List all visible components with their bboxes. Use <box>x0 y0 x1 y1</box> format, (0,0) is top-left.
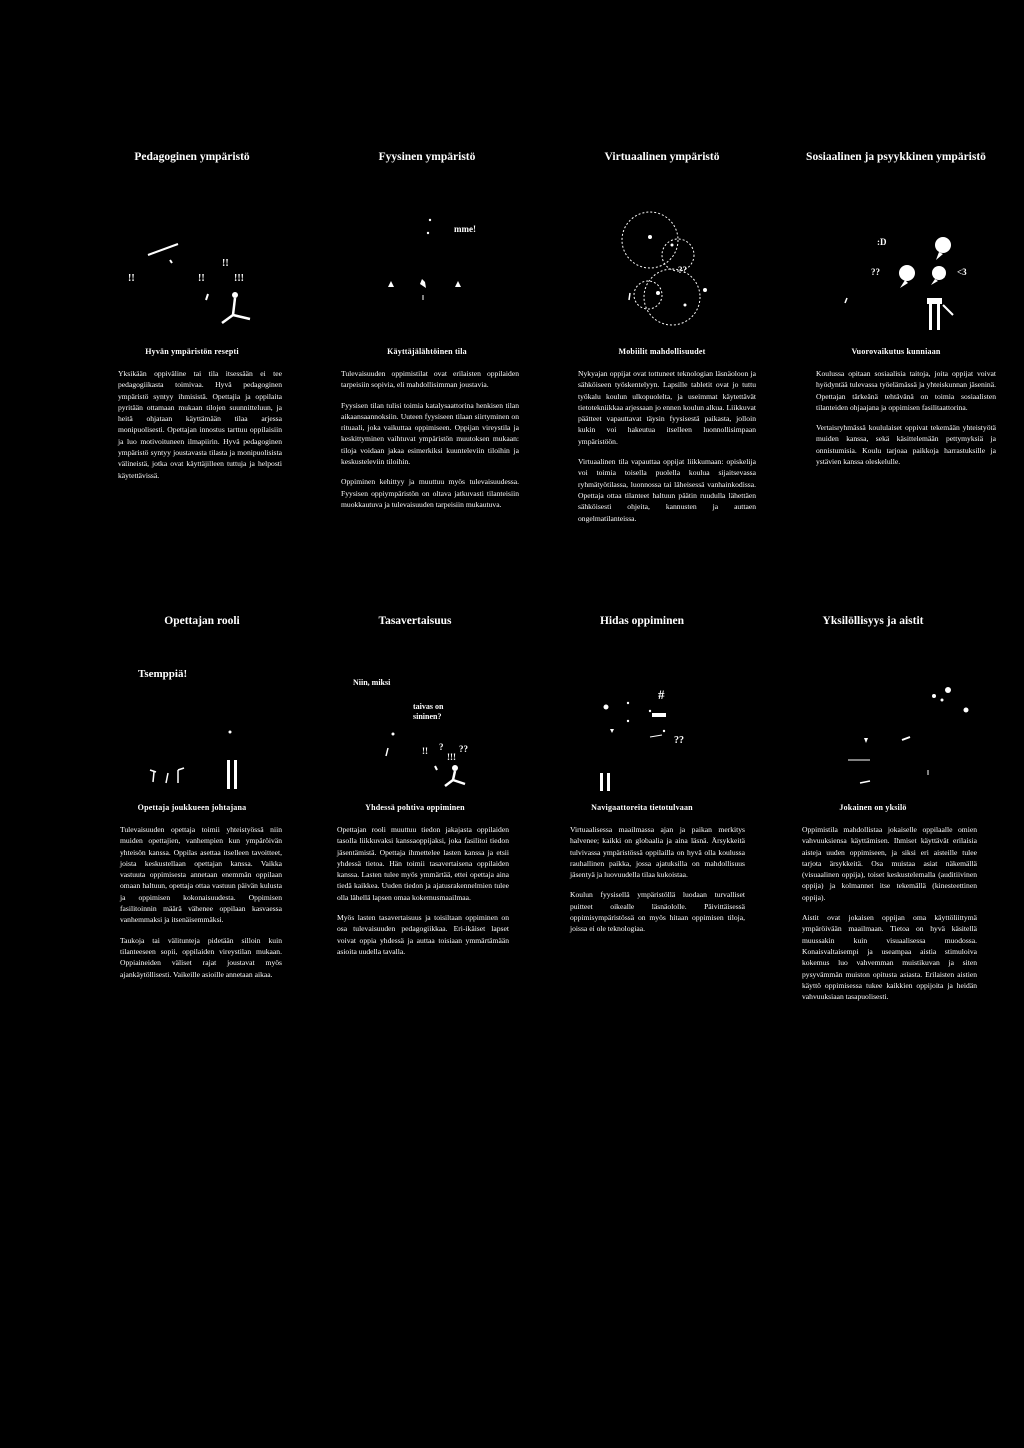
subheading-kayttajalahtoinen-tila: Käyttäjälähtöinen tila <box>387 347 467 356</box>
question-doodle: ?? <box>678 265 687 275</box>
speech-bubbles-and-people-icon <box>835 225 975 335</box>
paragraph: Tulevaisuuden opettaja toimii yhteistyössä niin muiden opettajien, vanhempien kun ympäröivän yhteisön kanssa. Oppilas asettaa itselleen tavoitteet, joista keskustellaan opettajan kanssa. Vaikka vastuuta oppimisesta annetaan enemmän oppilaan omaan haltuun, opettaja ottaa vastuun päivän kulusta ja oppimisen kokonaisuudesta. Oppimisen fasilitoinnin määrä vähenee oppilaan kasvaessa vanhemmaksi ja itsenäisemmäksi. <box>120 825 282 925</box>
heading-yksilollisyys-ja-aistit: Yksilöllisyys ja aistit <box>822 615 924 627</box>
heading-opettajan-rooli: Opettajan rooli <box>164 615 240 627</box>
cheer-doodle: Tsemppiä! <box>138 668 188 680</box>
subheading-jokainen-on-yksilo: Jokainen on yksilö <box>839 803 907 812</box>
paragraph: Oppimistila mahdollistaa jokaiselle oppilaalle omien vahvuuksiensa käyttämisen. Ihmiset käyttävät erilaisia aisteja uuden oppimiseen, ja siksi eri aisteille tulee tarjota ärsykkeitä. Osa muistaa asiat näkemällä (visuaalinen oppija), toiset keskustelemalla (auditiivinen oppija) ja kolmannet itse tekemällä (kinesteettinen oppija). <box>802 825 977 902</box>
text-block-yksilollisyys <box>802 824 977 1011</box>
question-doodle: ? <box>439 742 444 752</box>
exclamation-doodle: !!! <box>447 752 456 762</box>
illustration-sosiaalinen <box>835 225 975 335</box>
paragraph: Myös lasten tasavertaisuus ja toisiltaan oppiminen on osa tulevaisuuden pedagogiikkaa. Eri-ikäiset lapset voivat oppia yhdessä ja auttaa toisiaan ymmärtämään asioita uudella tavalla. <box>337 913 509 956</box>
person-sitting-icon <box>110 235 280 325</box>
heading-tasavertaisuus: Tasavertaisuus <box>378 615 452 627</box>
heading-pedagoginen: Pedagoginen ympäristö <box>134 151 250 163</box>
subheading-hyvan-ympariston-resepti: Hyvän ympäristön resepti <box>145 347 239 356</box>
hash-doodle: # <box>658 687 665 702</box>
question-doodle: ?? <box>459 744 468 754</box>
illustration-yksilollisyys <box>830 680 980 790</box>
text-block-tasavertaisuus <box>337 824 509 966</box>
teacher-and-pupils-icon <box>120 660 280 790</box>
question-doodle: ?? <box>871 267 880 277</box>
paragraph: Taukoja tai välitunteja pidetään silloin kuin tilanteeseen sopii, oppilaiden vireystilan mukaan. Oppiaineiden väliset rajat joustavat myös ajankäytöllisesti. Vaikeille asioille annetaan aikaa. <box>120 935 282 979</box>
exclamation-doodle: !! <box>422 746 428 756</box>
paragraph: Nykyajan oppijat ovat tottuneet teknologian läsnäoloon ja sähköiseen työskentelyyn. Lapsille tabletit ovat jo tuttu työkalu koulun ulkopuolelta, ja useimmat käytettävät tietotekniikkaa arjessaan jo ennen koulun alkua. Liikkuvat päätteet vapauttavat täysin fyysisestä paikasta, jolloin kukin voi hakeutua itselleen luonnollisimpaan ympäristöön. <box>578 369 756 446</box>
subheading-yhdessa-pohtiva-oppiminen: Yhdessä pohtiva oppiminen <box>365 803 465 812</box>
paragraph: Koulun fyysisellä ympäristöllä luodaan turvalliset puitteet oikealle läsnäololle. Päivittäisessä oppimisympäristössä on myös hitaan oppimisen tiloja, joissa ei ole teknologiaa. <box>570 890 745 934</box>
exclamation-doodle: !! <box>128 273 135 284</box>
text-block-sosiaalinen <box>816 368 996 476</box>
paragraph: Aistit ovat jokaisen oppijan oma käyttöliittymä ympäröivään maailmaan. Tietoa on hyvä käsitellä muussakin kuin visuaalisessa muodossa. Konaisvaltaisempi ja useampaa aistia stimuloiva kokemus luo vahvemman muistikuvan ja siten pysyvämmän muiston opitusta asiasta. Erilaisten aistien käyttö oppimisessa tukee kaikkien oppijoita ja heidän vahvuuksiaan tasapuolisesti. <box>802 913 977 1002</box>
text-block-virtuaalinen <box>578 368 756 533</box>
paragraph: Virtuaalinen tila vapauttaa oppijat liikkumaan: opiskelija voi toimia toisella puolella koulua sijaitsevassa ryhmätyötilassa, luonnossa tai läheisessä vanhainkodissa. Opettaja ottaa tilanteet haltuun päätin ruudulla lähettäen sähköisesti ohjeita, kannusten ja auttaen ongelmatilanteissa. <box>578 457 756 523</box>
paragraph: Fyysisen tilan tulisi toimia katalysaattorina henkisen tilan aikaansaannoksiin. Uuteen fyysiseen tilaan siirtyminen on rituaali, joka vaikuttaa oppimiseen. Oppijan vireystila ja keskittyminen vaihtuvat ympäristön muutoksen mukaan: tiloja voidaan jakaa esimerkiksi kuunteleviin tiloihin ja keskusteleviin tiloihin. <box>341 400 519 467</box>
paragraph: Yksikään oppiväline tai tila itsessään ei tee pedagogiikasta toimivaa. Hyvä pedagoginen ympäristö syntyy ihmisistä. Opettajia ja oppilaita pyritään ottamaan mukaan tilojen suunnitteluun, ja heitä ohjataan käyttämään tilaa arjessa monipuolisesti. Opettajan innostus tarttuu oppilaisiin ja luo motivoituneen ilmapiirin. Hyvä pedagoginen ympäristö syntyy joustavasta tilasta ja monipuolisista välineistä, jotka ovat käyttäjilleen tuttuja ja helposti käytettävissä. <box>118 369 282 480</box>
paragraph: Koulussa opitaan sosiaalisia taitoja, joita oppijat voivat hyödyntää tulevassa työelämässä ja yhteiskunnan jäseninä. Opettajan tärkeänä tehtävänä on toimia sosiaalisten tilanteiden ohjaajana ja oppimisen fasilitaattorina. <box>816 369 996 412</box>
heading-sosiaalinen: Sosiaalinen ja psyykkinen ympäristö <box>806 151 986 163</box>
kneeling-person-icon <box>345 672 515 792</box>
heading-virtuaalinen: Virtuaalinen ympäristö <box>604 151 720 163</box>
subheading-mobiilit-mahdollisuudet: Mobiilit mahdollisuudet <box>618 347 706 356</box>
information-flood-icon <box>590 685 720 795</box>
illustration-virtuaalinen <box>600 205 730 325</box>
text-block-pedagoginen <box>118 368 282 490</box>
illustration-pedagoginen <box>110 235 280 325</box>
heading-hidas-oppiminen: Hidas oppiminen <box>599 615 685 627</box>
senses-dots-icon <box>830 680 980 790</box>
heading-fyysinen: Fyysinen ympäristö <box>378 151 476 163</box>
heart-doodle: <3 <box>957 267 967 277</box>
text-block-hidas-oppiminen <box>570 824 745 944</box>
illustration-tasavertaisuus <box>345 672 515 792</box>
network-circles-icon <box>600 205 730 325</box>
exclamation-doodle: !!! <box>234 273 244 284</box>
paragraph: Oppiminen kehittyy ja muuttuu myös tulevaisuudessa. Fyysisen oppiympäristön on oltava jatkuvasti tilanteisiin muokkautuva ja tulevaisuuden tarpeisiin mukautuva. <box>341 477 519 509</box>
emoticon-doodle: :D <box>877 237 887 247</box>
speech-doodle: Niin, miksi <box>353 678 391 687</box>
question-doodle: ?? <box>674 735 684 746</box>
text-block-fyysinen <box>341 368 519 519</box>
subheading-opettaja-joukkueen-johtajana: Opettaja joukkueen johtajana <box>137 803 247 812</box>
illustration-hidas-oppiminen <box>590 685 720 795</box>
speech-doodle: taivas on <box>413 702 444 711</box>
speech-doodle: sininen? <box>413 712 442 721</box>
speech-doodle: mme! <box>454 224 476 234</box>
paragraph: Tulevaisuuden oppimistilat ovat erilaisten oppilaiden tarpeisiin sopivia, eli mahdollisimman joustavia. <box>341 369 519 390</box>
subheading-navigaattoreita-tietotulvaan: Navigaattoreita tietotulvaan <box>591 803 693 812</box>
illustration-opettajan-rooli <box>120 660 280 790</box>
people-silhouettes-icon <box>350 215 520 310</box>
paragraph: Virtuaalisessa maailmassa ajan ja paikan merkitys halvenee; kaikki on globaalia ja aina läsnä. Ärsykkeitä tulvivassa ympäristössä oppilailla on hyvä olla koulussa rauhallinen paikka, jossa ajatuksilla on mahdollisuus jäsentyä ja luovuudella tilaa kukoistaa. <box>570 825 745 880</box>
paragraph: Opettajan rooli muuttuu tiedon jakajasta oppilaiden tasolla liikkuvaksi kanssaoppijaksi, joka fasilitoi tiedon jäsentämistä. Opettaja ihmettelee lasten kanssa ja etsii yhdessä tietoa. Hän toimii tasavertaisena oppilaiden kanssa. Lasten tulee myös ymmärtää, ettei opettaja aina tiedä kaikkea. Uuden tiedon ja ajatusrakennelmien tulee olla lähellä lapsen omaa kokemusmaailmaa. <box>337 825 509 902</box>
exclamation-doodle: !! <box>198 273 205 284</box>
paragraph: Vertaisryhmässä koululaiset oppivat tekemään yhteistyötä muiden kanssa, sekä käsittelemään pettymyksiä ja onnistumisia. Koulu tarjoaa paikkoja harrastuksille ja ystävien kanssa oleskelulle. <box>816 423 996 467</box>
text-block-opettajan-rooli <box>120 824 282 989</box>
illustration-fyysinen <box>350 215 520 310</box>
subheading-vuorovaikutus-kunniaan: Vuorovaikutus kunniaan <box>851 347 941 356</box>
exclamation-doodle: !! <box>222 258 229 269</box>
